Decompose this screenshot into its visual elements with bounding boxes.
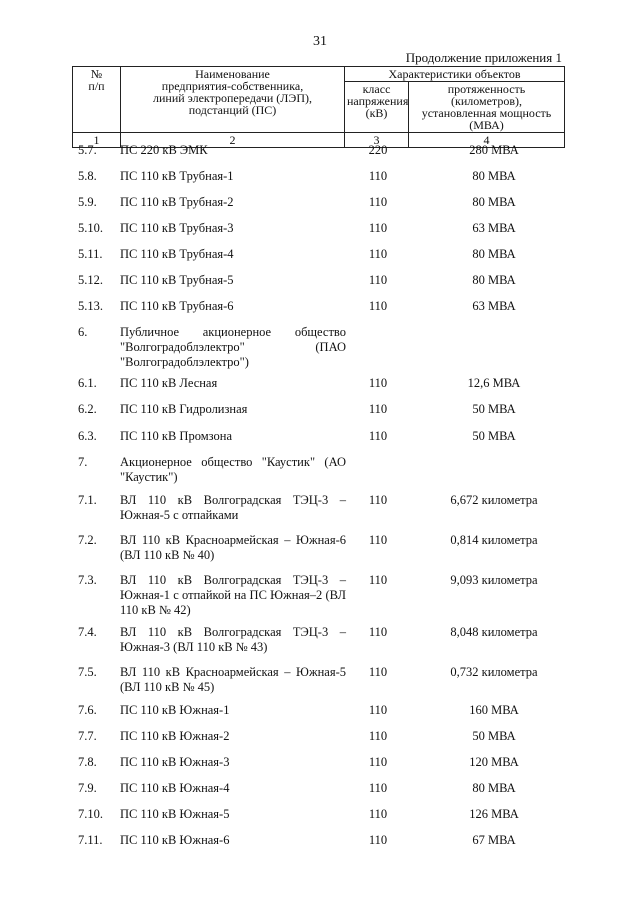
row-capacity: 63 МВА bbox=[472, 221, 516, 235]
row-voltage: 110 bbox=[368, 807, 388, 821]
row-name: Акционерное общество "Каустик" (АО "Каустик") bbox=[120, 455, 346, 484]
row-number: 5.12. bbox=[78, 273, 103, 287]
row-number: 5.11. bbox=[78, 247, 103, 261]
row-voltage: 110 bbox=[368, 625, 388, 639]
row-voltage: 110 bbox=[368, 273, 388, 287]
row-voltage: 110 bbox=[368, 247, 388, 261]
row-capacity: 80 МВА bbox=[472, 195, 516, 209]
row-name: ВЛ 110 кВ Волгоградская ТЭЦ-3 – Южная-3 (ВЛ 110 кВ № 43) bbox=[120, 625, 346, 654]
header-num: № п/п bbox=[73, 67, 121, 133]
row-capacity: 67 МВА bbox=[472, 833, 516, 847]
row-number: 7.8. bbox=[78, 755, 97, 769]
row-capacity: 126 МВА bbox=[469, 807, 519, 821]
row-capacity: 9,093 километра bbox=[450, 573, 538, 587]
row-number: 5.8. bbox=[78, 169, 97, 183]
row-number: 7.7. bbox=[78, 729, 97, 743]
row-voltage: 110 bbox=[368, 755, 388, 769]
row-capacity: 50 МВА bbox=[472, 402, 516, 416]
row-voltage: 110 bbox=[368, 833, 388, 847]
row-voltage: 110 bbox=[368, 221, 388, 235]
row-number: 5.13. bbox=[78, 299, 103, 313]
row-number: 7.4. bbox=[78, 625, 97, 639]
row-name: ПС 110 кВ Южная-3 bbox=[120, 755, 230, 769]
row-voltage: 110 bbox=[368, 781, 388, 795]
row-name: ПС 110 кВ Трубная-3 bbox=[120, 221, 234, 235]
row-name: ВЛ 110 кВ Волгоградская ТЭЦ-3 – Южная-1 с отпайкой на ПС Южная–2 (ВЛ 110 кВ № 42) bbox=[120, 573, 346, 617]
row-name: ПС 110 кВ Трубная-6 bbox=[120, 299, 234, 313]
row-number: 6.3. bbox=[78, 429, 97, 443]
table-header bbox=[72, 66, 565, 148]
row-voltage: 110 bbox=[368, 195, 388, 209]
row-number: 5.9. bbox=[78, 195, 97, 209]
row-capacity: 160 МВА bbox=[469, 703, 519, 717]
row-capacity: 0,814 километра bbox=[450, 533, 538, 547]
col-number: 4 bbox=[409, 133, 565, 148]
row-capacity: 12,6 МВА bbox=[467, 376, 521, 390]
col-number: 1 bbox=[73, 133, 121, 148]
row-voltage: 110 bbox=[368, 402, 388, 416]
row-name: ВЛ 110 кВ Красноармейская – Южная-5 (ВЛ 110 кВ № 45) bbox=[120, 665, 346, 694]
row-voltage: 110 bbox=[368, 533, 388, 547]
row-number: 6.1. bbox=[78, 376, 97, 390]
row-capacity: 80 МВА bbox=[472, 781, 516, 795]
row-number: 6. bbox=[78, 325, 88, 339]
row-number: 7.3. bbox=[78, 573, 97, 587]
row-name: ПС 110 кВ Трубная-4 bbox=[120, 247, 234, 261]
row-name: ВЛ 110 кВ Волгоградская ТЭЦ-3 – Южная-5 с отпайками bbox=[120, 493, 346, 522]
row-name: ПС 110 кВ Гидролизная bbox=[120, 402, 248, 416]
row-voltage: 110 bbox=[368, 429, 388, 443]
row-capacity: 0,732 километра bbox=[450, 665, 538, 679]
row-number: 7.11. bbox=[78, 833, 103, 847]
row-name: ПС 110 кВ Лесная bbox=[120, 376, 218, 390]
header-voltage-class: класс напряжения (кВ) bbox=[345, 82, 409, 133]
row-number: 7.5. bbox=[78, 665, 97, 679]
row-capacity: 80 МВА bbox=[472, 169, 516, 183]
row-name: ПС 110 кВ Южная-2 bbox=[120, 729, 230, 743]
row-capacity: 280 МВА bbox=[469, 143, 519, 157]
row-name: ПС 110 кВ Трубная-2 bbox=[120, 195, 234, 209]
row-number: 7.10. bbox=[78, 807, 103, 821]
row-number: 7.9. bbox=[78, 781, 97, 795]
continuation-label: Продолжение приложения 1 bbox=[405, 50, 562, 65]
row-name: ПС 110 кВ Промзона bbox=[120, 429, 232, 443]
row-name: ПС 110 кВ Южная-4 bbox=[120, 781, 230, 795]
header-length-capacity: протяженность (километров), установленная мощность (МВА) bbox=[409, 82, 565, 133]
row-voltage: 110 bbox=[368, 299, 388, 313]
row-capacity: 80 МВА bbox=[472, 247, 516, 261]
row-voltage: 220 bbox=[368, 143, 388, 157]
header-characteristics: Характеристики объектов bbox=[345, 67, 565, 82]
row-voltage: 110 bbox=[368, 665, 388, 679]
row-voltage: 110 bbox=[368, 493, 388, 507]
page-number: 31 bbox=[313, 34, 327, 49]
row-number: 7.1. bbox=[78, 493, 97, 507]
row-name: ВЛ 110 кВ Красноармейская – Южная-6 (ВЛ 110 кВ № 40) bbox=[120, 533, 346, 562]
row-name: ПС 110 кВ Южная-1 bbox=[120, 703, 230, 717]
col-number: 2 bbox=[121, 133, 345, 148]
row-voltage: 110 bbox=[368, 376, 388, 390]
row-capacity: 80 МВА bbox=[472, 273, 516, 287]
row-voltage: 110 bbox=[368, 573, 388, 587]
row-capacity: 120 МВА bbox=[469, 755, 519, 769]
row-name: ПС 110 кВ Южная-5 bbox=[120, 807, 230, 821]
row-number: 5.7. bbox=[78, 143, 97, 157]
row-capacity: 8,048 километра bbox=[450, 625, 538, 639]
row-number: 6.2. bbox=[78, 402, 97, 416]
row-name: ПС 220 кВ ЭМК bbox=[120, 143, 208, 157]
row-number: 7.2. bbox=[78, 533, 97, 547]
row-voltage: 110 bbox=[368, 703, 388, 717]
row-voltage: 110 bbox=[368, 169, 388, 183]
row-name: ПС 110 кВ Трубная-5 bbox=[120, 273, 234, 287]
row-capacity: 63 МВА bbox=[472, 299, 516, 313]
row-number: 7. bbox=[78, 455, 88, 469]
row-name: Публичное акционерное общество "Волгоградоблэлектро" (ПАО "Волгоградоблэлектро") bbox=[120, 325, 346, 369]
row-capacity: 50 МВА bbox=[472, 429, 516, 443]
row-number: 5.10. bbox=[78, 221, 103, 235]
col-number: 3 bbox=[345, 133, 409, 148]
row-capacity: 6,672 километра bbox=[450, 493, 538, 507]
row-number: 7.6. bbox=[78, 703, 97, 717]
row-name: ПС 110 кВ Трубная-1 bbox=[120, 169, 234, 183]
row-name: ПС 110 кВ Южная-6 bbox=[120, 833, 230, 847]
row-voltage: 110 bbox=[368, 729, 388, 743]
header-name: Наименование предприятия-собственника, линий электропередачи (ЛЭП), подстанций (ПС) bbox=[121, 67, 345, 133]
row-capacity: 50 МВА bbox=[472, 729, 516, 743]
